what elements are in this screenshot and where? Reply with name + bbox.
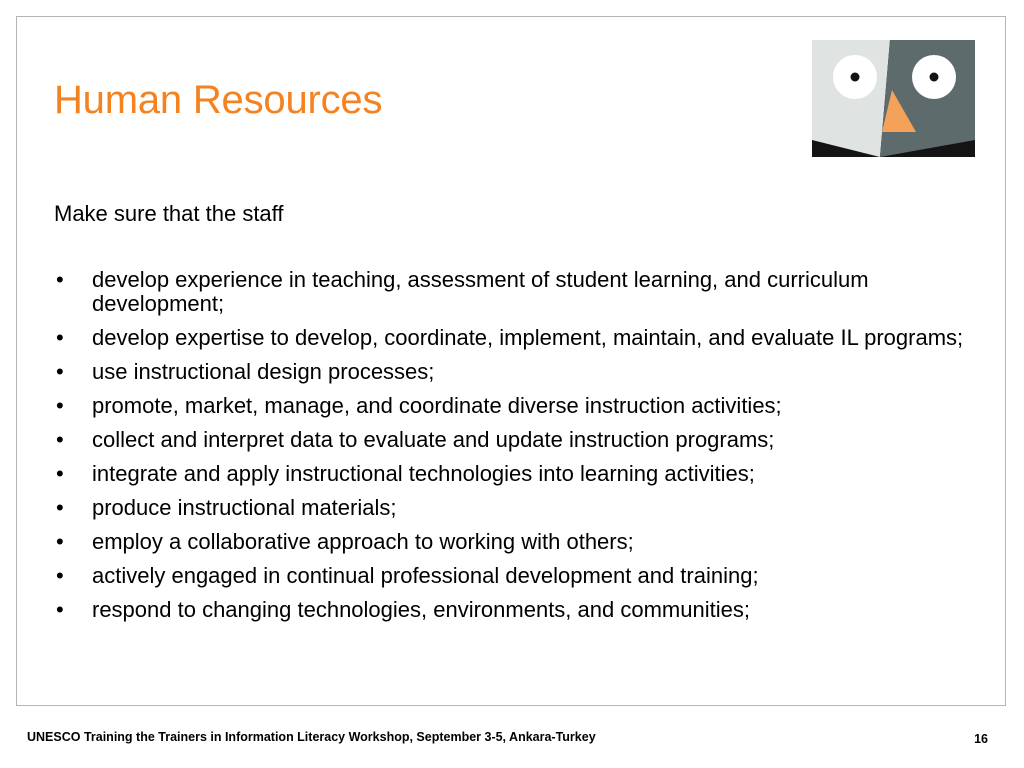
bullet-text: promote, market, manage, and coordinate diverse instruction activities;: [92, 393, 782, 418]
bullet-item: [54, 598, 994, 622]
bullet-item: [54, 326, 994, 350]
page-number: 16: [974, 732, 988, 746]
bullet-text: produce instructional materials;: [92, 495, 397, 520]
bullet-text: use instructional design processes;: [92, 359, 435, 384]
bullet-marker: •: [56, 325, 64, 350]
bullet-marker: •: [56, 563, 64, 588]
bullet-text: respond to changing technologies, environments, and communities;: [92, 597, 750, 622]
bullet-text: integrate and apply instructional technologies into learning activities;: [92, 461, 755, 486]
bullet-marker: •: [56, 359, 64, 384]
bullet-item: [54, 530, 994, 554]
bullet-list: [54, 268, 994, 632]
bullet-marker: •: [56, 461, 64, 486]
bullet-item: [54, 428, 994, 452]
bullet-text: develop experience in teaching, assessment of student learning, and curriculum development;: [92, 267, 869, 316]
owl-logo-icon: [812, 40, 975, 157]
bullet-item: [54, 360, 994, 384]
bullet-item: [54, 268, 994, 316]
bullet-text: actively engaged in continual professional development and training;: [92, 563, 759, 588]
bullet-marker: •: [56, 529, 64, 554]
intro-text: Make sure that the staff: [54, 201, 284, 226]
bullet-marker: •: [56, 427, 64, 452]
bullet-text: develop expertise to develop, coordinate, implement, maintain, and evaluate IL programs;: [92, 325, 964, 350]
bullet-marker: •: [56, 393, 64, 418]
bullet-item: [54, 462, 994, 486]
bullet-text: employ a collaborative approach to working with others;: [92, 529, 634, 554]
bullet-item: [54, 564, 994, 588]
slide-title: Human Resources: [54, 78, 383, 122]
bullet-item: [54, 394, 994, 418]
bullet-marker: •: [56, 495, 64, 520]
bullet-item: [54, 496, 994, 520]
bullet-marker: •: [56, 597, 64, 622]
bullet-text: collect and interpret data to evaluate and update instruction programs;: [92, 427, 775, 452]
footer-text: UNESCO Training the Trainers in Information Literacy Workshop, September 3-5, Ankara-Turkey: [27, 730, 596, 744]
bullet-marker: •: [56, 267, 64, 292]
